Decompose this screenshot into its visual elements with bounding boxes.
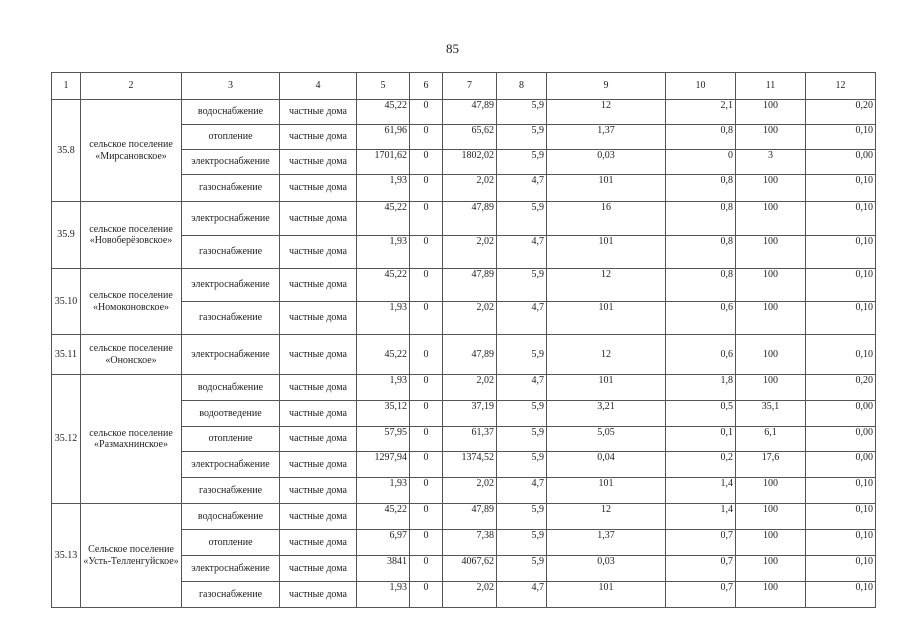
value-cell: 1374,52 — [443, 452, 497, 478]
settlement-name: Сельское поселение «Усть-Телленгуйское» — [81, 504, 182, 608]
value-cell: 0,10 — [806, 582, 876, 608]
value-cell: 1,37 — [547, 125, 666, 150]
value-cell: 1,4 — [666, 478, 736, 504]
service-cell: отопление — [182, 427, 280, 452]
value-cell: 1,4 — [666, 504, 736, 530]
group-number: 35.13 — [52, 504, 81, 608]
value-cell: 0 — [410, 269, 443, 302]
value-cell: 101 — [547, 175, 666, 202]
value-cell: 100 — [736, 175, 806, 202]
service-cell: электроснабжение — [182, 269, 280, 302]
value-cell: 47,89 — [443, 202, 497, 236]
service-cell: отопление — [182, 125, 280, 150]
housing-type-cell: частные дома — [280, 582, 357, 608]
housing-type-cell: частные дома — [280, 100, 357, 125]
value-cell: 1,93 — [357, 175, 410, 202]
value-cell: 5,9 — [497, 401, 547, 427]
housing-type-cell: частные дома — [280, 302, 357, 335]
value-cell: 47,89 — [443, 335, 497, 375]
service-cell: водоснабжение — [182, 375, 280, 401]
value-cell: 0,7 — [666, 530, 736, 556]
value-cell: 45,22 — [357, 504, 410, 530]
value-cell: 0,00 — [806, 427, 876, 452]
housing-type-cell: частные дома — [280, 202, 357, 236]
value-cell: 0,03 — [547, 556, 666, 582]
value-cell: 101 — [547, 582, 666, 608]
header-cell: 2 — [81, 73, 182, 100]
value-cell: 0,20 — [806, 100, 876, 125]
housing-type-cell: частные дома — [280, 335, 357, 375]
header-cell: 1 — [52, 73, 81, 100]
housing-type-cell: частные дома — [280, 375, 357, 401]
value-cell: 5,9 — [497, 202, 547, 236]
value-cell: 1,8 — [666, 375, 736, 401]
value-cell: 12 — [547, 335, 666, 375]
value-cell: 100 — [736, 269, 806, 302]
value-cell: 0,8 — [666, 202, 736, 236]
value-cell: 5,9 — [497, 150, 547, 175]
value-cell: 4,7 — [497, 302, 547, 335]
table-row — [52, 504, 876, 530]
value-cell: 1,93 — [357, 478, 410, 504]
value-cell: 0,10 — [806, 556, 876, 582]
value-cell: 7,38 — [443, 530, 497, 556]
value-cell: 0,10 — [806, 269, 876, 302]
service-cell: газоснабжение — [182, 302, 280, 335]
housing-type-cell: частные дома — [280, 530, 357, 556]
value-cell: 0,20 — [806, 375, 876, 401]
header-cell: 11 — [736, 73, 806, 100]
value-cell: 0,5 — [666, 401, 736, 427]
service-cell: отопление — [182, 530, 280, 556]
value-cell: 0,00 — [806, 452, 876, 478]
page-number: 85 — [446, 41, 459, 56]
service-cell: газоснабжение — [182, 478, 280, 504]
value-cell: 0 — [410, 504, 443, 530]
housing-type-cell: частные дома — [280, 452, 357, 478]
value-cell: 0 — [410, 100, 443, 125]
value-cell: 3 — [736, 150, 806, 175]
value-cell: 4,7 — [497, 236, 547, 269]
table-row — [52, 269, 876, 302]
group-number: 35.12 — [52, 375, 81, 504]
value-cell: 2,1 — [666, 100, 736, 125]
value-cell: 0,03 — [547, 150, 666, 175]
value-cell: 5,9 — [497, 427, 547, 452]
value-cell: 0 — [410, 427, 443, 452]
value-cell: 12 — [547, 269, 666, 302]
housing-type-cell: частные дома — [280, 478, 357, 504]
value-cell: 17,6 — [736, 452, 806, 478]
value-cell: 0,8 — [666, 269, 736, 302]
settlement-name: сельское поселение «Размахнинское» — [81, 375, 182, 504]
value-cell: 0,10 — [806, 504, 876, 530]
table-row — [52, 100, 876, 125]
service-cell: водоотведение — [182, 401, 280, 427]
settlement-name: сельское поселение «Новоберёзовское» — [81, 202, 182, 269]
header-cell: 4 — [280, 73, 357, 100]
group-number: 35.9 — [52, 202, 81, 269]
service-cell: электроснабжение — [182, 150, 280, 175]
value-cell: 61,37 — [443, 427, 497, 452]
value-cell: 0 — [410, 478, 443, 504]
settlement-name: сельское поселение «Мирсановское» — [81, 100, 182, 202]
value-cell: 0,04 — [547, 452, 666, 478]
value-cell: 100 — [736, 530, 806, 556]
value-cell: 16 — [547, 202, 666, 236]
value-cell: 4067,62 — [443, 556, 497, 582]
value-cell: 1,37 — [547, 530, 666, 556]
value-cell: 47,89 — [443, 504, 497, 530]
value-cell: 100 — [736, 375, 806, 401]
value-cell: 0,10 — [806, 530, 876, 556]
value-cell: 5,9 — [497, 269, 547, 302]
group-number: 35.8 — [52, 100, 81, 202]
value-cell: 0 — [410, 582, 443, 608]
service-cell: электроснабжение — [182, 452, 280, 478]
tariff-table — [51, 72, 876, 608]
value-cell: 3841 — [357, 556, 410, 582]
service-cell: электроснабжение — [182, 335, 280, 375]
value-cell: 45,22 — [357, 269, 410, 302]
value-cell: 100 — [736, 302, 806, 335]
settlement-name: сельское поселение «Номоконовское» — [81, 269, 182, 335]
housing-type-cell: частные дома — [280, 150, 357, 175]
value-cell: 37,19 — [443, 401, 497, 427]
value-cell: 0 — [410, 530, 443, 556]
header-cell: 6 — [410, 73, 443, 100]
value-cell: 12 — [547, 100, 666, 125]
service-cell: водоснабжение — [182, 504, 280, 530]
table-row — [52, 202, 876, 236]
value-cell: 100 — [736, 202, 806, 236]
value-cell: 4,7 — [497, 478, 547, 504]
value-cell: 101 — [547, 375, 666, 401]
value-cell: 1701,62 — [357, 150, 410, 175]
value-cell: 0 — [410, 175, 443, 202]
value-cell: 0,8 — [666, 175, 736, 202]
value-cell: 2,02 — [443, 478, 497, 504]
value-cell: 4,7 — [497, 582, 547, 608]
value-cell: 100 — [736, 125, 806, 150]
header-cell: 10 — [666, 73, 736, 100]
value-cell: 35,1 — [736, 401, 806, 427]
value-cell: 2,02 — [443, 302, 497, 335]
value-cell: 100 — [736, 582, 806, 608]
value-cell: 100 — [736, 335, 806, 375]
housing-type-cell: частные дома — [280, 125, 357, 150]
header-cell: 5 — [357, 73, 410, 100]
value-cell: 5,9 — [497, 452, 547, 478]
value-cell: 6,1 — [736, 427, 806, 452]
value-cell: 5,9 — [497, 125, 547, 150]
value-cell: 1,93 — [357, 236, 410, 269]
value-cell: 0 — [410, 556, 443, 582]
value-cell: 1802,02 — [443, 150, 497, 175]
value-cell: 5,9 — [497, 100, 547, 125]
value-cell: 0,00 — [806, 401, 876, 427]
value-cell: 0 — [410, 375, 443, 401]
housing-type-cell: частные дома — [280, 427, 357, 452]
value-cell: 6,97 — [357, 530, 410, 556]
value-cell: 100 — [736, 100, 806, 125]
value-cell: 5,05 — [547, 427, 666, 452]
value-cell: 0 — [410, 335, 443, 375]
value-cell: 0 — [410, 125, 443, 150]
value-cell: 47,89 — [443, 100, 497, 125]
value-cell: 0,6 — [666, 335, 736, 375]
value-cell: 45,22 — [357, 335, 410, 375]
value-cell: 0,10 — [806, 478, 876, 504]
value-cell: 45,22 — [357, 100, 410, 125]
value-cell: 12 — [547, 504, 666, 530]
service-cell: газоснабжение — [182, 175, 280, 202]
value-cell: 45,22 — [357, 202, 410, 236]
service-cell: электроснабжение — [182, 556, 280, 582]
value-cell: 3,21 — [547, 401, 666, 427]
value-cell: 0,2 — [666, 452, 736, 478]
value-cell: 5,9 — [497, 530, 547, 556]
value-cell: 0 — [410, 202, 443, 236]
service-cell: электроснабжение — [182, 202, 280, 236]
value-cell: 2,02 — [443, 175, 497, 202]
value-cell: 100 — [736, 478, 806, 504]
value-cell: 1297,94 — [357, 452, 410, 478]
value-cell: 100 — [736, 556, 806, 582]
value-cell: 0,10 — [806, 335, 876, 375]
value-cell: 100 — [736, 236, 806, 269]
header-cell: 12 — [806, 73, 876, 100]
value-cell: 0,8 — [666, 125, 736, 150]
value-cell: 0 — [666, 150, 736, 175]
header-row — [52, 73, 876, 100]
service-cell: газоснабжение — [182, 582, 280, 608]
value-cell: 2,02 — [443, 375, 497, 401]
value-cell: 0,1 — [666, 427, 736, 452]
housing-type-cell: частные дома — [280, 504, 357, 530]
value-cell: 4,7 — [497, 375, 547, 401]
value-cell: 1,93 — [357, 582, 410, 608]
table-row — [52, 335, 876, 375]
header-cell: 8 — [497, 73, 547, 100]
header-cell: 3 — [182, 73, 280, 100]
value-cell: 0,7 — [666, 582, 736, 608]
value-cell: 1,93 — [357, 375, 410, 401]
value-cell: 0,10 — [806, 236, 876, 269]
value-cell: 2,02 — [443, 582, 497, 608]
value-cell: 1,93 — [357, 302, 410, 335]
value-cell: 0 — [410, 452, 443, 478]
housing-type-cell: частные дома — [280, 269, 357, 302]
value-cell: 0 — [410, 236, 443, 269]
value-cell: 5,9 — [497, 335, 547, 375]
group-number: 35.10 — [52, 269, 81, 335]
value-cell: 47,89 — [443, 269, 497, 302]
group-number: 35.11 — [52, 335, 81, 375]
value-cell: 0 — [410, 401, 443, 427]
value-cell: 0,8 — [666, 236, 736, 269]
value-cell: 5,9 — [497, 504, 547, 530]
service-cell: водоснабжение — [182, 100, 280, 125]
housing-type-cell: частные дома — [280, 236, 357, 269]
housing-type-cell: частные дома — [280, 175, 357, 202]
housing-type-cell: частные дома — [280, 401, 357, 427]
value-cell: 0,10 — [806, 202, 876, 236]
value-cell: 2,02 — [443, 236, 497, 269]
value-cell: 101 — [547, 302, 666, 335]
value-cell: 0,10 — [806, 302, 876, 335]
value-cell: 57,95 — [357, 427, 410, 452]
value-cell: 101 — [547, 478, 666, 504]
value-cell: 0,00 — [806, 150, 876, 175]
value-cell: 0 — [410, 302, 443, 335]
value-cell: 0,7 — [666, 556, 736, 582]
value-cell: 35,12 — [357, 401, 410, 427]
value-cell: 5,9 — [497, 556, 547, 582]
value-cell: 0,6 — [666, 302, 736, 335]
header-cell: 7 — [443, 73, 497, 100]
value-cell: 4,7 — [497, 175, 547, 202]
housing-type-cell: частные дома — [280, 556, 357, 582]
value-cell: 101 — [547, 236, 666, 269]
service-cell: газоснабжение — [182, 236, 280, 269]
value-cell: 0,10 — [806, 175, 876, 202]
value-cell: 65,62 — [443, 125, 497, 150]
value-cell: 0,10 — [806, 125, 876, 150]
header-cell: 9 — [547, 73, 666, 100]
settlement-name: сельское поселение «Ононское» — [81, 335, 182, 375]
value-cell: 100 — [736, 504, 806, 530]
table-row — [52, 375, 876, 401]
value-cell: 61,96 — [357, 125, 410, 150]
value-cell: 0 — [410, 150, 443, 175]
